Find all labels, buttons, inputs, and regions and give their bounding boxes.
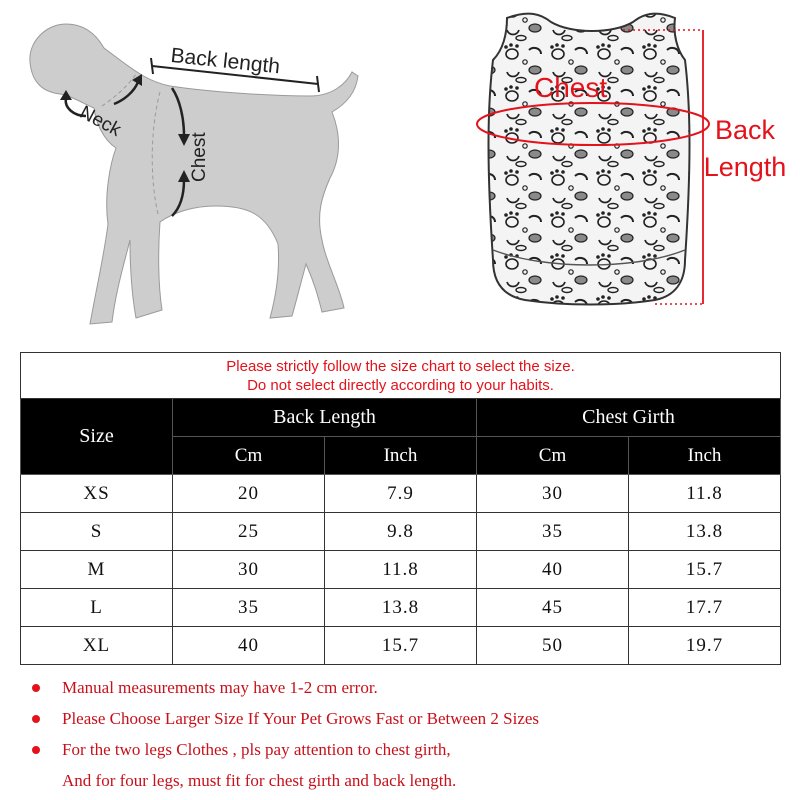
chest-inch-cell: 13.8 xyxy=(629,513,781,551)
shirt-back-label-line1: Back xyxy=(714,115,776,145)
chest-inch-header: Inch xyxy=(629,437,781,475)
back-inch-header: Inch xyxy=(325,437,477,475)
notice-line-1: Please strictly follow the size chart to select the size. xyxy=(226,357,575,375)
back-cm-cell: 20 xyxy=(173,475,325,513)
size-cell: XL xyxy=(21,627,173,665)
back-length-tick-left xyxy=(151,58,153,74)
back-cm-cell: 35 xyxy=(173,589,325,627)
back-cm-cell: 30 xyxy=(173,551,325,589)
table-row xyxy=(21,589,781,627)
chest-girth-header: Chest Girth xyxy=(477,399,781,437)
size-chart-table xyxy=(20,352,781,665)
size-cell: L xyxy=(21,589,173,627)
back-inch-cell: 13.8 xyxy=(325,589,477,627)
chest-cm-cell: 50 xyxy=(477,627,629,665)
back-length-tick-right xyxy=(317,76,319,92)
notice-line-2: Do not select directly according to your habits. xyxy=(247,376,554,394)
chest-cm-cell: 40 xyxy=(477,551,629,589)
note-item xyxy=(30,703,790,734)
table-row xyxy=(21,513,781,551)
shirt-back-length-label xyxy=(702,112,788,186)
chest-inch-cell: 11.8 xyxy=(629,475,781,513)
chest-cm-cell: 30 xyxy=(477,475,629,513)
chest-cm-cell: 35 xyxy=(477,513,629,551)
measurement-illustration xyxy=(0,0,800,345)
back-inch-cell: 7.9 xyxy=(325,475,477,513)
back-length-header: Back Length xyxy=(173,399,477,437)
bullet-dot-icon xyxy=(32,746,40,754)
notes-list xyxy=(30,672,790,796)
size-cell: M xyxy=(21,551,173,589)
table-row xyxy=(21,627,781,665)
note-item xyxy=(30,734,790,765)
neck-label: Neck xyxy=(76,102,125,141)
bullet-dot-icon xyxy=(32,684,40,692)
note-text: For the two legs Clothes , pls pay attention to chest girth, xyxy=(62,740,451,759)
note-item xyxy=(30,672,790,703)
back-inch-cell: 15.7 xyxy=(325,627,477,665)
shirt-back-label-line2: Length xyxy=(703,152,787,182)
shirt-body xyxy=(489,14,690,305)
note-text: Manual measurements may have 1-2 cm error. xyxy=(62,678,378,697)
chest-inch-cell: 19.7 xyxy=(629,627,781,665)
chest-inch-cell: 15.7 xyxy=(629,551,781,589)
back-inch-cell: 9.8 xyxy=(325,513,477,551)
shirt-chest-label: Chest xyxy=(534,72,608,103)
table-row xyxy=(21,551,781,589)
back-cm-header: Cm xyxy=(173,437,325,475)
back-length-label: Back length xyxy=(169,44,282,79)
chest-inch-cell: 17.7 xyxy=(629,589,781,627)
note-item-continuation xyxy=(30,765,790,796)
chest-label: Chest xyxy=(189,132,210,182)
back-cm-cell: 40 xyxy=(173,627,325,665)
bullet-dot-icon xyxy=(32,715,40,723)
size-header: Size xyxy=(21,399,173,475)
note-text: And for four legs, must fit for chest girth and back length. xyxy=(62,771,457,790)
back-cm-cell: 25 xyxy=(173,513,325,551)
note-text: Please Choose Larger Size If Your Pet Grows Fast or Between 2 Sizes xyxy=(62,709,540,728)
chest-cm-cell: 45 xyxy=(477,589,629,627)
chest-cm-header: Cm xyxy=(477,437,629,475)
size-cell: XS xyxy=(21,475,173,513)
size-cell: S xyxy=(21,513,173,551)
size-chart-notice xyxy=(21,353,781,399)
back-inch-cell: 11.8 xyxy=(325,551,477,589)
table-row xyxy=(21,475,781,513)
